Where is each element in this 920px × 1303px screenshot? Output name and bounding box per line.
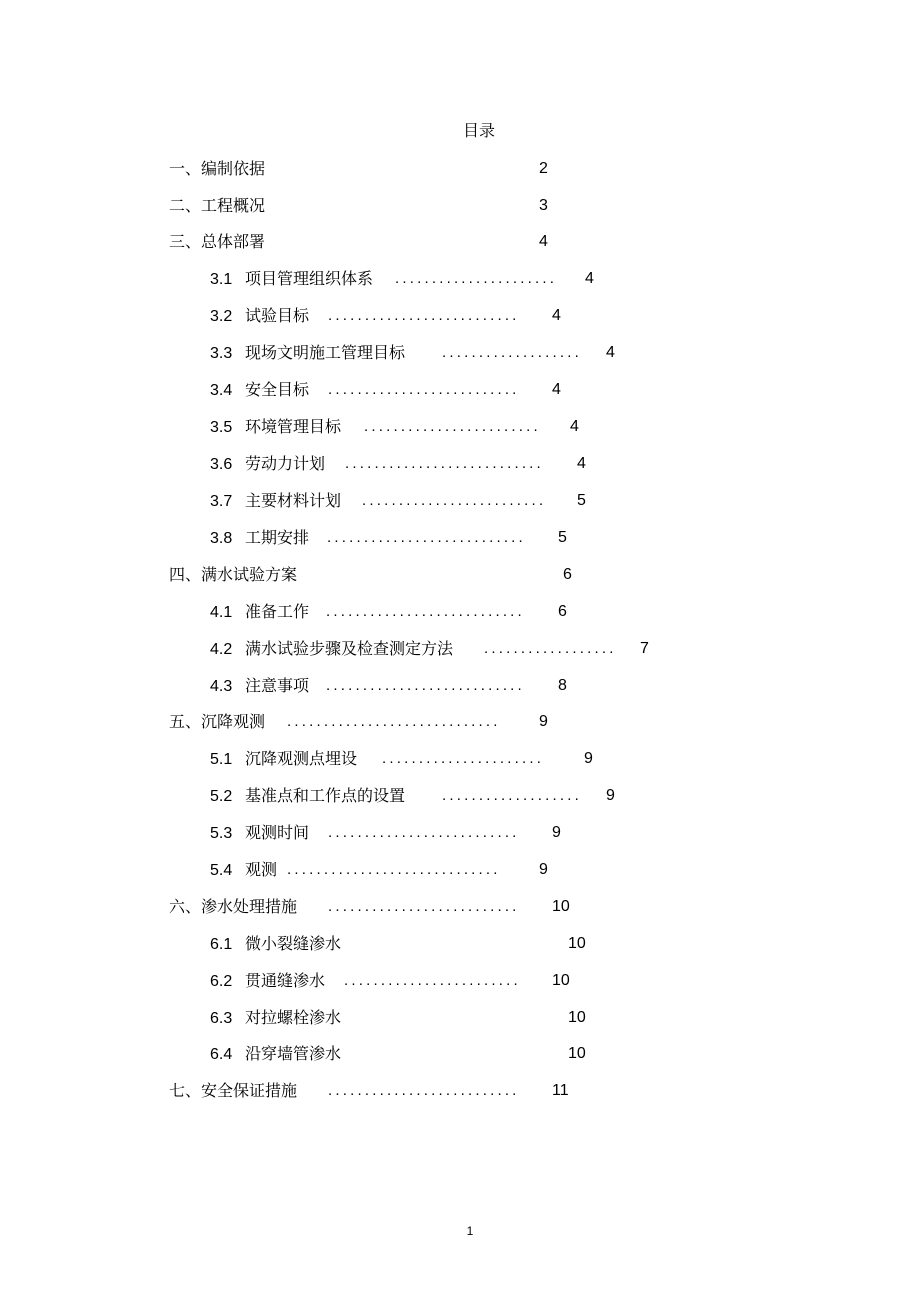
toc-entry[interactable] [210,379,592,401]
toc-entry-page: 4 [570,418,579,435]
toc-entry-label: 一、编制依据 [169,159,266,178]
toc-entry-page: 4 [577,455,586,472]
toc-entry-label: 沉降观测点埋设 [245,749,358,768]
toc-dot-leader: ...................... [382,750,545,767]
toc-entry-number: 6.2 [210,973,233,990]
toc-dot-leader: ................... [442,787,582,804]
toc-entry-page: 10 [568,1045,586,1062]
toc-dot-leader: ................... [442,344,582,361]
toc-entry[interactable] [210,675,598,697]
toc-entry[interactable] [210,601,598,623]
toc-entry[interactable] [210,305,592,327]
toc-entry-label: 三、总体部署 [169,232,266,251]
toc-dot-leader: ........................... [327,529,526,546]
toc-entry[interactable] [169,896,592,918]
toc-entry-number: 6.1 [210,936,233,953]
toc-dot-leader: .......................... [328,898,520,915]
toc-dot-leader: ............................. [287,713,501,730]
toc-entry[interactable] [210,453,617,475]
toc-entry-label: 贯通缝渗水 [245,971,326,990]
toc-entry[interactable] [169,1080,592,1102]
toc-entry-label: 观测 [245,860,278,879]
toc-entry-page: 10 [552,972,570,989]
toc-entry-page: 10 [568,1009,586,1026]
toc-entry-number: 5.2 [210,788,233,805]
toc-entry[interactable] [210,748,624,770]
toc-dot-leader: .......................... [328,381,520,398]
toc-entry-number: 5.3 [210,825,233,842]
toc-entry-label: 满水试验步骤及检查测定方法 [245,639,454,658]
toc-entry[interactable] [210,342,646,364]
toc-dot-leader: ........................ [364,418,541,435]
toc-entry-page: 11 [552,1082,569,1099]
toc-entry-page: 9 [584,750,593,767]
toc-entry-label: 注意事项 [245,676,310,695]
toc-entry[interactable] [210,268,625,290]
toc-entry-page: 10 [568,935,586,952]
toc-entry-number: 3.4 [210,382,233,399]
toc-entry-page: 7 [640,640,649,657]
toc-entry-label: 试验目标 [245,306,310,325]
toc-entry-number: 4.2 [210,641,233,658]
toc-entry-label: 准备工作 [245,602,310,621]
toc-entry[interactable] [210,527,598,549]
toc-entry-label: 七、安全保证措施 [169,1081,298,1100]
toc-entry-number: 4.3 [210,678,233,695]
toc-dot-leader: ...................... [395,270,558,287]
toc-entry-label: 工期安排 [245,528,310,547]
toc-entry-page: 9 [606,787,615,804]
toc-entry-number: 4.1 [210,604,233,621]
toc-entry-number: 3.7 [210,493,233,510]
toc-entry-page: 4 [552,307,561,324]
toc-entry[interactable] [210,822,592,844]
toc-dot-leader: .................. [484,640,617,657]
toc-dot-leader: .......................... [328,307,520,324]
toc-dot-leader: ............................. [287,861,501,878]
toc-entry[interactable] [210,1007,608,1029]
toc-entry-page: 6 [563,566,572,583]
toc-entry[interactable] [210,933,608,955]
toc-entry-label: 项目管理组织体系 [245,269,374,288]
page-number: 1 [466,1224,474,1238]
toc-entry-label: 对拉螺栓渗水 [245,1008,342,1027]
toc-entry[interactable] [210,785,646,807]
toc-entry-label: 基准点和工作点的设置 [245,786,406,805]
toc-entry-page: 4 [585,270,594,287]
toc-entry[interactable] [210,1043,608,1065]
toc-entry-label: 观测时间 [245,823,310,842]
toc-entry-number: 6.3 [210,1010,233,1027]
toc-dot-leader: ........................ [344,972,521,989]
toc-dot-leader: ........................... [326,677,525,694]
toc-entry[interactable] [210,970,592,992]
toc-entry-page: 6 [558,603,567,620]
toc-title: 目录 [462,121,495,140]
toc-entry-label: 六、渗水处理措施 [169,897,298,916]
toc-entry-page: 4 [539,233,548,250]
toc-entry-label: 安全目标 [245,380,310,399]
toc-entry-number: 3.3 [210,345,233,362]
toc-dot-leader: ......................... [362,492,547,509]
toc-dot-leader: .......................... [328,1082,520,1099]
toc-entry[interactable] [169,711,579,733]
toc-entry-page: 8 [558,677,567,694]
toc-entry-page: 3 [539,197,548,214]
toc-entry-number: 3.1 [210,271,233,288]
toc-entry-page: 5 [558,529,567,546]
toc-entry-page: 9 [552,824,561,841]
toc-entry-number: 3.6 [210,456,233,473]
toc-entry-number: 6.4 [210,1046,233,1063]
toc-entry-page: 9 [539,861,548,878]
toc-entry-number: 5.1 [210,751,233,768]
toc-entry-page: 4 [606,344,615,361]
toc-dot-leader: ........................... [326,603,525,620]
toc-entry-page: 9 [539,713,548,730]
toc-entry-label: 环境管理目标 [245,417,342,436]
toc-entry-page: 5 [577,492,586,509]
toc-entry-number: 5.4 [210,862,233,879]
toc-entry-label: 微小裂缝渗水 [245,934,342,953]
toc-entry[interactable] [210,416,610,438]
toc-entry[interactable] [210,490,617,512]
toc-entry-number: 3.8 [210,530,233,547]
toc-entry[interactable] [169,195,579,217]
toc-entry-label: 五、沉降观测 [169,712,266,731]
toc-entry-page: 10 [552,898,570,915]
toc-entry-label: 沿穿墙管渗水 [245,1044,342,1063]
toc-entry[interactable] [169,564,603,586]
toc-entry[interactable] [210,638,680,660]
toc-entry-label: 劳动力计划 [245,454,326,473]
toc-entry[interactable] [210,859,579,881]
toc-dot-leader: ........................... [345,455,544,472]
toc-entry-label: 二、工程概况 [169,196,266,215]
toc-entry-page: 2 [539,160,548,177]
toc-entry[interactable] [169,158,579,180]
toc-entry[interactable] [169,231,579,253]
toc-entry-label: 主要材料计划 [245,491,342,510]
toc-entry-label: 四、满水试验方案 [169,565,298,584]
toc-entry-number: 3.2 [210,308,233,325]
toc-dot-leader: .......................... [328,824,520,841]
toc-entry-page: 4 [552,381,561,398]
toc-entry-number: 3.5 [210,419,233,436]
toc-entry-label: 现场文明施工管理目标 [245,343,406,362]
